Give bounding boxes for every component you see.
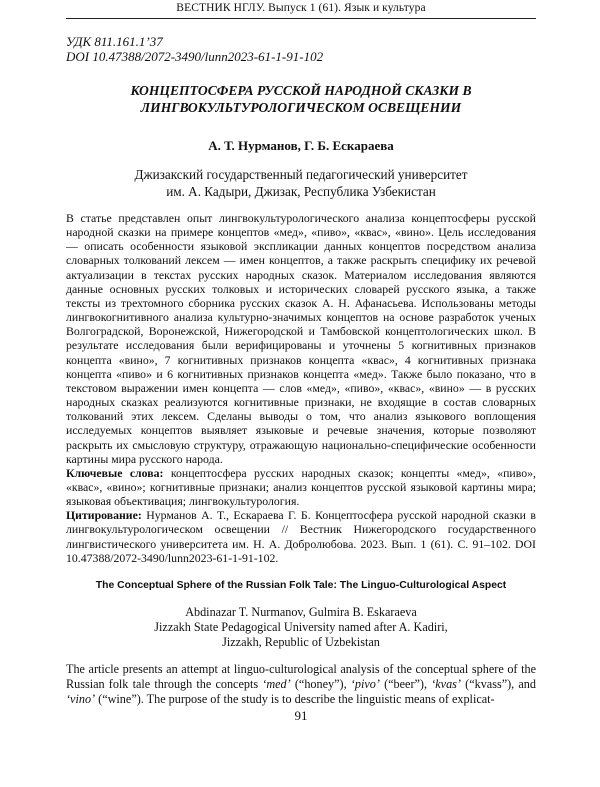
concept-med: ‘med’ [262,677,291,691]
english-affiliation-line-2: Jizzakh, Republic of Uzbekistan [222,635,380,649]
english-abstract-text-1: The article presents an attempt at linguo-culturological analysis of the conceptual sphere of the Russian folk tale through the concepts [66,662,536,691]
title-line-2: ЛИНГВОКУЛЬТУРОЛОГИЧЕСКОМ ОСВЕЩЕНИИ [140,100,462,115]
affiliation-line-2: им. А. Кадыри, Джизак, Республика Узбекистан [166,184,436,199]
english-authors-block [66,605,536,650]
abstract-block [66,211,536,565]
concept-kvas: ‘kvas’ [431,677,461,691]
journal-running-header: ВЕСТНИК НГЛУ. Выпуск 1 (61). Язык и культура [176,2,426,14]
citation [66,508,536,565]
doi-code: DOI 10.47388/2072-3490/lunn2023-61-1-91-102 [66,49,324,64]
english-authors: Abdinazar T. Nurmanov, Gulmira B. Eskaraeva [185,605,417,619]
concept-pivo: ‘pivo’ [350,677,380,691]
english-abstract [66,662,536,707]
concept-vino: ‘vino’ [66,692,96,706]
concept-med-translation: (“honey”), [290,677,351,691]
concept-kvas-translation: (“kvass”), and [460,677,536,691]
affiliation-line-1: Джизакский государственный педагогический университет [134,167,468,182]
keywords [66,466,536,508]
affiliation [66,166,536,200]
article-identifiers [66,34,323,64]
keywords-text: концептосфера русских народных сказок; концепты «мед», «пиво», «квас», «вино»; когнитивные признаки; анализ концептов русской языковой картины мира; языковая объективация; лингвокультурология. [66,465,536,509]
article-title [66,82,536,116]
page-number: 91 [294,708,308,723]
english-title: The Conceptual Sphere of the Russian Folk Tale: The Linguo-Culturological Aspect [95,580,507,591]
abstract-text: В статье представлен опыт лингвокультурологического анализа концептосферы русской народной сказки на примере концептов «мед», «пиво», «квас», «вино». Цель исследования — описать особенности языковой экспликации данных концептов посредством анализа словарных толкований лексем — имен концептов, а также раскрыть специфику их речевой актуализации в текстах русских народных сказок. Материалом исследования являются данные основных русских толковых и исторических словарей русского языка, а также тексты из трехтомного сборника русских сказок А. Н. Афанасьева. Использованы методы лингвокогнитивного анализа культурно-значимых концептов на основе разработок ученых Волгоградской, Воронежской, Нижегородской и Тамбовской концептологических школ. В результате исследования были верифицированы и уточнены 5 когнитивных признаков концепта «вино», 7 когнитивных признаков концепта «квас», 4 когнитивных признака концепта «пиво» и 6 когнитивных признаков концепта «мед». Также было показано, что в текстовом выражении имен концепта — слов «мед», «пиво», «квас», «вино» — в русских народных сказках реализуются когнитивные признаки, не входящие в состав словарных толкований этих лексем. Сделаны выводы о том, что анализ языкового воплощения исследуемых концептов выявляет языковые и речевые значения, которые позволяют раскрыть их смысловую структуру, отражающую национально-специфические особенности картины мира русского народа. [66,211,536,466]
concept-pivo-translation: (“beer”), [379,677,432,691]
header-divider [66,18,536,19]
title-line-1: КОНЦЕПТОСФЕРА РУССКОЙ НАРОДНОЙ СКАЗКИ В [130,83,472,98]
keywords-label: Ключевые слова: [66,465,164,480]
english-abstract-text-2: (“wine”). The purpose of the study is to describe the linguistic means of explicat- [95,692,495,706]
authors: А. Т. Нурманов, Г. Б. Ескараева [208,138,394,153]
citation-label: Цитирование: [66,508,142,523]
english-affiliation-line-1: Jizzakh State Pedagogical University named after A. Kadiri, [154,620,448,634]
citation-text: Нурманов А. Т., Ескараева Г. Б. Концептосфера русской народной сказки в лингвокультурологическом освещении // Вестник Нижегородского государственного лингвистического университета им. Н. А. Добролюбова. 2023. Вып. 1 (61). С. 91–102. DOI 10.47388/2072-3490/lunn2023-61-1-91-102. [66,508,536,565]
udk-code: УДК 811.161.1’37 [66,34,163,49]
